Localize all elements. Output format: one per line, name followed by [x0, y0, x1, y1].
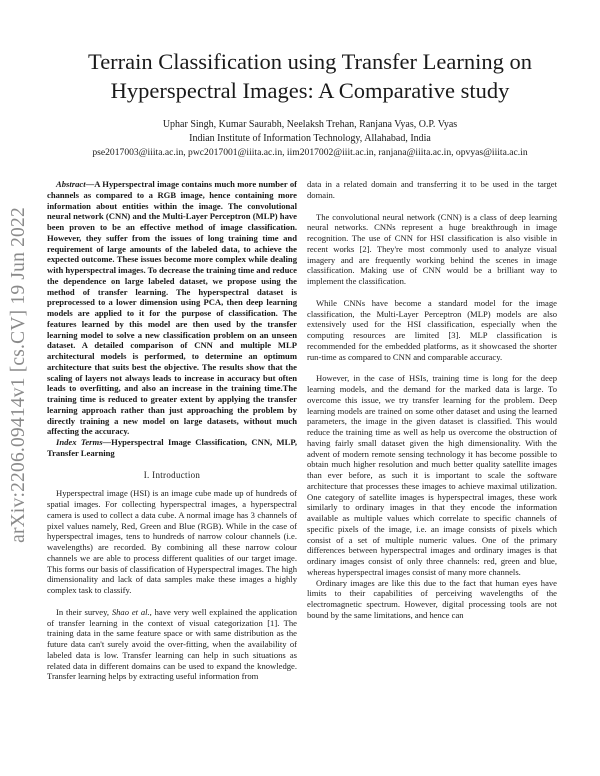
intro-p2-pre: In their survey, [56, 606, 112, 617]
section-heading-introduction: I. Introduction [143, 469, 201, 480]
index-terms [47, 437, 297, 459]
intro-p2-author: Shao et al. [111, 606, 150, 617]
paper-title: Terrain Classification using Transfer Learning on Hyperspectral Images: A Comparative study [88, 49, 532, 103]
right-paragraph-0: data in a related domain and transferring it to be used in the target domain. [307, 179, 557, 200]
arxiv-stamp-text: arXiv:2206.09414v1 [cs.CV] 19 Jun 2022 [8, 207, 30, 543]
left-column [47, 179, 297, 682]
affiliation: Indian Institute of Information Technology, Allahabad, India [189, 133, 431, 144]
right-paragraph-transfer: However, in the case of HSIs, training time is long for the deep learning models, and the demand for the marked data is large. To overcome this issue, we try transfer learning for the problem. Deep learning models are trained on some other dataset and using the learned parameters, the image in the given dataset is classified. This would reduce the training time as well as help us overcome the obstruction of having fairly small dataset given the high dimensionality. With the advent of modern remote sensing technology it has become possible to obtain much higher resolution and much better quality satellite images than ever before, as such it is important to scale the software architecture that processes these images to achieve maximal utilization. One category of satellite images is hyperspectral images, these work similarly to ordinary images in that they encode the information available as multiple values which correlate to specific channels of specific pixels of the image, i.e. an image consists of pixels which consist of a set of multiple numeric values. One of the primary differences between hyperspectral images and ordinary images is that ordinary images consist of only three channels: red, green and blue, whereas hyperspectral images consist of many more channels. [307, 373, 557, 577]
arxiv-stamp [6, 185, 32, 565]
right-paragraph-cnn: The convolutional neural network (CNN) is a class of deep learning neural networks. CNNs represent a huge breakthrough in image recognition. The use of CNN for HSI classification is also visible in recent works [2]. They're most commonly used to analyze visual imagery and are frequently working behind the scenes in image classification. Making use of CNN would be a brilliant way to implement the classification. [307, 211, 557, 286]
email-list: pse2017003@iiita.ac.in, pwc2017001@iiita.ac.in, iim2017002@iiit.ac.in, ranjana@iiita.ac.in, opvyas@iiita.ac.in [92, 147, 528, 158]
index-terms-text: —Hyperspectral Image Classification, CNN, MLP, Transfer Learning [47, 437, 298, 458]
abstract-label: Abstract [56, 179, 86, 189]
abstract-text: —A Hyperspectral image contains much more number of channels as compared to a RGB image, hence containing more information about entities within the image. The convolutional neural network (CNN) and the Multi-Layer Perceptron (MLP) have been proven to be an effective method of image classification. However, they suffer from the issues of long training time and requirement of large amounts of the labeled data, to achieve the expected outcome. These issues become more complex while dealing with hyperspectral images. To decrease the training time and reduce the dependence on large labeled dataset, we propose using the method of transfer learning. The hyperspectral dataset is preprocessed to a lower dimension using PCA, then deep learning models are applied to it for the purpose of classification. The features learned by this model are then used by the transfer learning model to solve a new classification problem on an unseen dataset. A detailed comparison of CNN and multiple MLP architectural models is performed, to determine an optimum architecture that suits best the objective. The results show that the scaling of layers not always leads to increase in accuracy but often leads to overfitting, and also an increase in the training time.The training time is reduced to greater extent by applying the transfer learning approach rather than just approaching the problem by directly training a new model on large datasets, without much affecting the accuracy. [47, 179, 297, 437]
intro-paragraph-2 [47, 607, 297, 682]
intro-paragraph-1: Hyperspectral image (HSI) is an image cube made up of hundreds of spatial images. For collecting hyperspectral images, a hyperspectral camera is used to collect a data cube. A normal image has 3 channels of pixel values namely, Red, Green and Blue (RGB). While in the case of hyperspectral images, tens to hundreds of narrow colour channels (i.e. wavelengths) are recorded. By combining all these narrow colour channels we are able to process different qualities of our target image. This forms our basis of classification of Hyperspectral images. The high dimensionality and lack of data samples make these images a highly complex task to classify. [47, 488, 297, 595]
index-terms-label: Index Terms [56, 437, 103, 447]
abstract [47, 179, 297, 437]
right-column [307, 179, 557, 621]
intro-p2-post: , have very well explained the application of transfer learning in the context of visual categorization [1]. The training data in the same feature space or with same distribution as the future data can't surely avoid the over-fitting, when the availability of labeled data is low. Transfer learning can help in such situations as related data in different domains can be used to expand the knowledge. Transfer learning helps by extracting useful information from [47, 606, 297, 682]
right-paragraph-mlp: While CNNs have become a standard model for the image classification, the Multi-Layer Perceptron (MLP) models are also extensively used for the HSI classification, especially when the computing resources are limited [3]. MLP classification is recommended for the embedded platforms, as it showcased the shorter run-time as compared to CNN and comparable accuracy. [307, 297, 557, 362]
author-list: Uphar Singh, Kumar Saurabh, Neelaksh Trehan, Ranjana Vyas, O.P. Vyas [162, 119, 458, 130]
right-paragraph-ordinary: Ordinary images are like this due to the fact that human eyes have limits to their capabilities of perceiving wavelengths of the electromagnetic spectrum. However, digital processing tools are not bound by the same limitations, and hence can [307, 577, 557, 620]
